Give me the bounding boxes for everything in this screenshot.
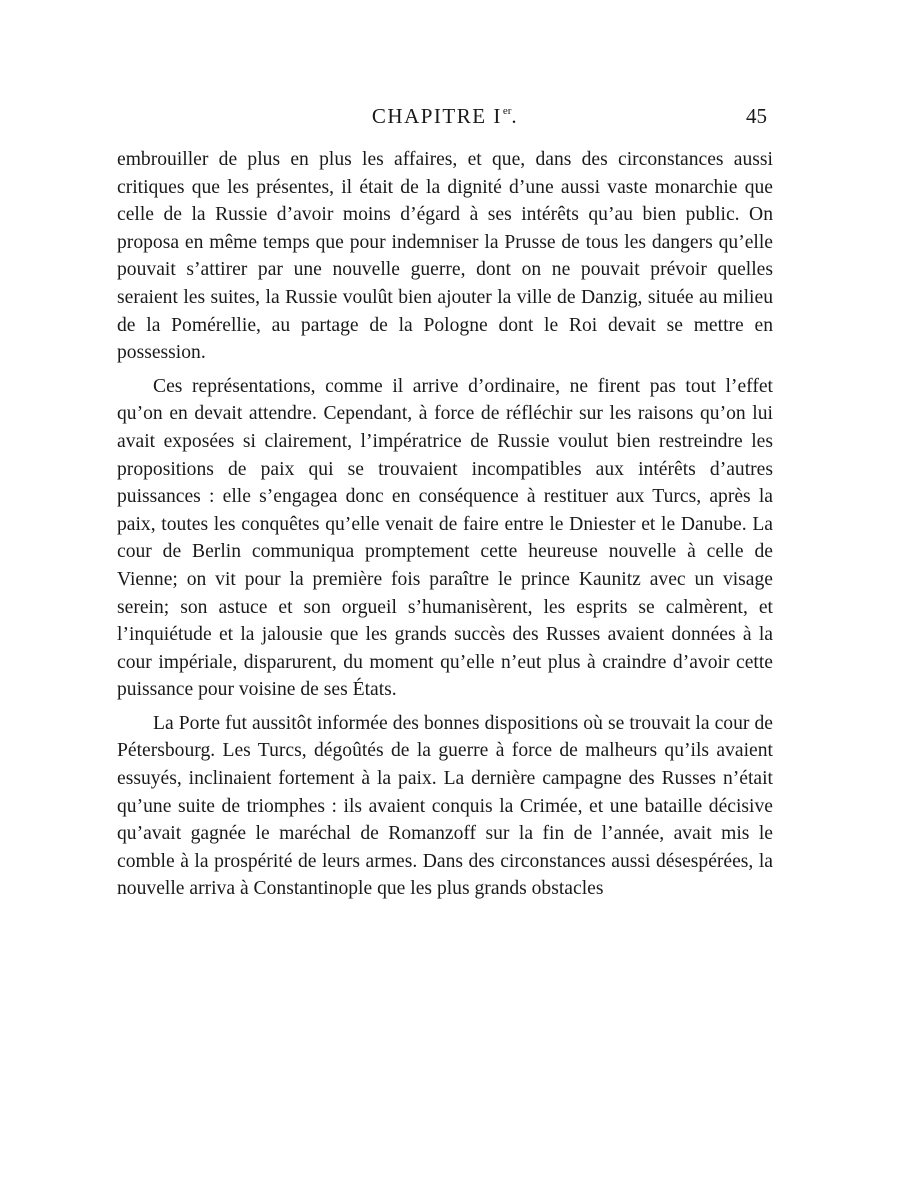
page-number: 45	[746, 104, 767, 128]
chapter-period: .	[511, 104, 519, 128]
body-text	[117, 146, 773, 903]
paragraph-continuation: embrouiller de plus en plus les affaires, et que, dans des circonstances aussi critiques que les présentes, il était de la dignité d’une aussi vaste monarchie que celle de la Russie d’avoir moins d’égard à ses intérêts qu’au bien public. On proposa en même temps que pour indemniser la Prusse de tous les dangers qu’elle pouvait s’attirer par une nouvelle guerre, dont on ne pouvait prévoir quelles seraient les suites, la Russie voulût bien ajouter la ville de Danzig, située au milieu de la Pomérellie, au partage de la Pologne dont le Roi devait se mettre en possession.	[117, 149, 773, 364]
chapter-title	[117, 104, 773, 129]
book-page	[117, 104, 773, 903]
running-head	[117, 104, 773, 146]
paragraph-porte: La Porte fut aussitôt informée des bonnes dispositions où se trouvait la cour de Pétersbourg. Les Turcs, dégoûtés de la guerre à force de malheurs qu’ils avaient essuyés, inclinaient fortement à la paix. La dernière campagne des Russes n’était qu’une suite de triomphes : ils avaient conquis la Crimée, et une bataille décisive qu’avait gagnée le maréchal de Romanzoff sur la fin de l’année, avait mis le comble à la prospérité de leurs armes. Dans des circonstances aussi désespérées, la nouvelle arriva à Constantinople que les plus grands obstacles	[117, 712, 773, 900]
chapter-ordinal-suffix: er	[502, 105, 512, 117]
chapter-label: CHAPITRE I	[371, 104, 502, 128]
paragraph-representations: Ces représentations, comme il arrive d’ordinaire, ne firent pas tout l’effet qu’on en devait attendre. Cependant, à force de réfléchir sur les raisons qu’on lui avait exposées si clairement, l’impératrice de Russie voulut bien restreindre les propositions de paix qui se trouvaient incompatibles aux intérêts d’autres puissances : elle s’engagea donc en conséquence à restituer aux Turcs, après la paix, toutes les conquêtes qu’elle venait de faire entre le Dniester et le Danube. La cour de Berlin communiqua promptement cette heureuse nouvelle à celle de Vienne; on vit pour la première fois paraître le prince Kaunitz avec un visage serein; son astuce et son orgueil s’humanisèrent, les esprits se calmèrent, et l’inquiétude et la jalousie que les grands succès des Russes avaient données à la cour impériale, disparurent, du moment qu’elle n’eut plus à craindre d’avoir cette puissance pour voisine de ses États.	[117, 375, 773, 701]
